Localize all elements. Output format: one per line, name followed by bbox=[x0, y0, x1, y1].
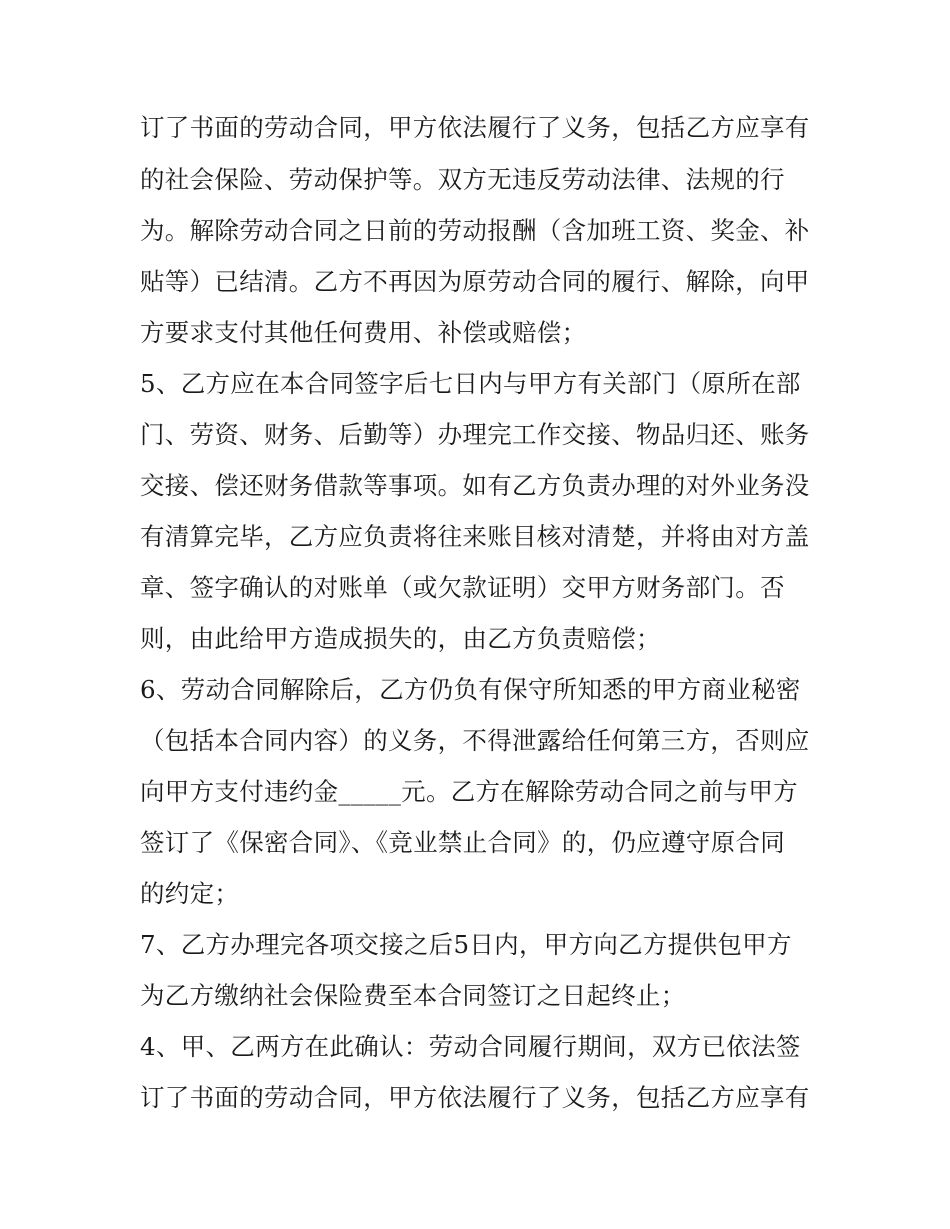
text-line: 的社会保险、劳动保护等。双方无违反劳动法律、法规的行 bbox=[140, 165, 785, 194]
text-line: 订了书面的劳动合同，甲方依法履行了义务，包括乙方应享有 bbox=[140, 1083, 810, 1112]
text-line: 向甲方支付违约金_____元。乙方在解除劳动合同之前与甲方 bbox=[140, 777, 798, 806]
text-line: 为乙方缴纳社会保险费至本合同签订之日起终止； bbox=[140, 981, 686, 1010]
text-line: 4、甲、乙两方在此确认：劳动合同履行期间，双方已依法签 bbox=[140, 1032, 801, 1061]
text-line: 5、乙方应在本合同签字后七日内与甲方有关部门（原所在部 bbox=[140, 369, 801, 398]
text-line: 章、签字确认的对账单（或欠款证明）交甲方财务部门。否 bbox=[140, 573, 785, 602]
text-line: 的约定； bbox=[140, 879, 240, 908]
text-line: 为。解除劳动合同之日前的劳动报酬（含加班工资、奖金、补 bbox=[140, 216, 810, 245]
text-line: 门、劳资、财务、后勤等）办理完工作交接、物品归还、账务 bbox=[140, 420, 810, 449]
text-line: 则，由此给甲方造成损失的，由乙方负责赔偿； bbox=[140, 624, 661, 653]
text-line: 6、劳动合同解除后，乙方仍负有保守所知悉的甲方商业秘密 bbox=[140, 675, 801, 704]
text-line: （包括本合同内容）的义务，不得泄露给任何第三方，否则应 bbox=[140, 726, 810, 755]
text-line: 方要求支付其他任何费用、补偿或赔偿； bbox=[140, 318, 587, 347]
text-line: 7、乙方办理完各项交接之后5日内，甲方向乙方提供包甲方 bbox=[140, 930, 792, 959]
text-line: 订了书面的劳动合同，甲方依法履行了义务，包括乙方应享有 bbox=[140, 113, 810, 142]
text-line: 有清算完毕，乙方应负责将往来账目核对清楚，并将由对方盖 bbox=[140, 522, 810, 551]
text-line: 签订了《保密合同》、《竞业禁止合同》的，仍应遵守原合同 bbox=[140, 828, 786, 857]
text-line: 交接、偿还财务借款等事项。如有乙方负责办理的对外业务没 bbox=[140, 471, 810, 500]
text-line: 贴等）已结清。乙方不再因为原劳动合同的履行、解除，向甲 bbox=[140, 267, 810, 296]
